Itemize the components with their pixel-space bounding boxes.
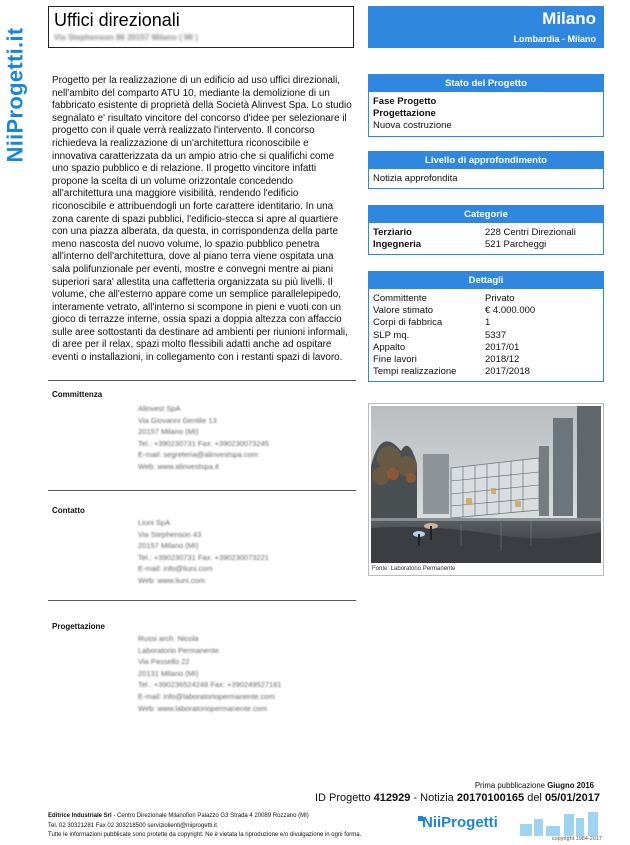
- contact-line: 20157 Milano (MI): [138, 541, 199, 551]
- dettaglio-value: 5337: [485, 329, 507, 341]
- footer-brand-text: NiiProgetti: [422, 814, 498, 831]
- notizia-date: 05/01/2017: [544, 792, 600, 804]
- fase-value: Progettazione: [373, 108, 436, 120]
- categoria-key: Terziario: [373, 227, 412, 238]
- stato-body: [369, 92, 603, 136]
- dettaglio-row: [373, 317, 599, 329]
- dettagli-header: Dettagli: [369, 272, 603, 289]
- section-divider: [48, 600, 356, 601]
- dettaglio-row: [373, 366, 599, 378]
- title-box: [48, 6, 354, 48]
- dettaglio-row: [373, 293, 599, 305]
- id-label: ID Progetto: [314, 792, 374, 804]
- contact-line: Alinvest SpA: [138, 404, 181, 413]
- city-name: Milano: [542, 9, 596, 28]
- contact-line: Web: www.liuni.com: [138, 575, 205, 585]
- dettaglio-key: Fine lavori: [373, 354, 417, 366]
- brand-vertical-text: NiiProgetti.it: [2, 27, 28, 163]
- dettaglio-row: [373, 342, 599, 354]
- dettaglio-value: 2018/12: [485, 354, 520, 366]
- contact-line: 20157 Milano (MI): [138, 427, 199, 437]
- dettaglio-value: Privato: [485, 293, 515, 304]
- contact-line: Tel.: +390230731 Fax: +390230073221: [138, 552, 269, 562]
- section-divider: [48, 380, 356, 381]
- contact-line: Via Giovanni Gentile 13: [138, 415, 217, 425]
- contact-line: E-mail: info@liuni.com: [138, 564, 213, 574]
- contact-line: E-mail: info@laboratoriopermanente.com: [138, 691, 275, 701]
- section-divider: [48, 490, 356, 491]
- dettaglio-value: 2017/2018: [485, 366, 530, 378]
- dettagli-panel: [368, 271, 604, 382]
- categoria-value: 228 Centri Direzionali: [485, 227, 576, 238]
- dettaglio-key: Corpi di fabbrica: [373, 317, 443, 329]
- categoria-key: Ingegneria: [373, 239, 422, 251]
- committenza-contact: [138, 403, 269, 473]
- footer-contacts: Tel. 02 30321281 Fax 02 303218500 serviziolienti@niiprogetti.it: [48, 822, 217, 829]
- notizia-number: 20170100165: [456, 792, 525, 804]
- categorie-panel: [368, 205, 604, 255]
- contact-line: Web: www.laboratoriopermanente.com: [138, 703, 268, 713]
- dettaglio-value: 1: [485, 317, 491, 329]
- footer-brand-logo: [416, 810, 602, 836]
- footer-company: Editrice Industriale Srl: [48, 813, 112, 819]
- contact-line: Tel.: +390230731 Fax: +390230073245: [138, 438, 269, 448]
- categoria-value: 521 Parcheggi: [485, 239, 547, 251]
- fase-label: Fase Progetto: [373, 96, 437, 107]
- rendering-illustration: [371, 406, 601, 563]
- dettaglio-value: € 4.000.000: [485, 305, 536, 317]
- project-address: Via Stephenson 86 20157 Milano ( MI ): [54, 33, 198, 42]
- project-id-line: [315, 792, 600, 804]
- dettaglio-key: Tempi realizzazione: [373, 366, 457, 378]
- project-description: Progetto per la realizzazione di un edificio ad uso uffici direzionali, nell'ambito del comparto ATU 10, mediante la demolizione di un fabbricato esistente di proprietà della Società Alinvest Spa. Lo studio segnalato e' risultato vincitore del concorso d'idee per selezionare il progetto con il quale verrà realizzato l'intervento. Il concorso richiedeva la realizzazione di un'architettura riconoscibile e innovativa caratterizzata da un ampio atrio che si qualifichi come uno spazio pubblico e di relazione. Il progetto vincitore infatti propone la scelta di un volume orizzontale concedendo all'architettura una maggiore visibilità, rendendo l'edificio riconoscibile e attribuendogli un forte carattere identitario. In una zona carente di spazi pubblici, l'edificio-stecca si apre al quartiere con una piazza alberata, da questa, in corrispondenza della parte meno nascosta del nuovo volume, lo spazio pubblico penetra all'interno dell'architettura, dove al piano terra viene ospitata una sala polifunzionale per eventi, mostre e convegni mentre ai piani superiori sara' allestita una caffetteria organizzata su più livelli. Il volume, che all'esterno appare come un semplice parallelepipedo, interamente vetrato, all'interno si scompone in pieni e vuoti con un gioco di terrazze interne, ossia spazi a doppia altezza con affaccio sulle aree sottostanti da destinare ad ambienti per riunioni informali, di aree per il relax, spazi molto flessibili adatti anche ad ospitare eventi o installazioni, in collegamento con i restanti spazi di lavoro.: [52, 75, 352, 364]
- photo-caption: Fonte: Laboratorio Permanente: [372, 566, 456, 572]
- committenza-label: Committenza: [52, 390, 103, 399]
- del-label: del: [524, 792, 545, 804]
- brand-vertical-logo: [2, 5, 28, 185]
- dettaglio-key: Committente: [373, 293, 427, 304]
- livello-panel: [368, 151, 604, 189]
- first-publication: [475, 781, 594, 790]
- footer-info: [48, 812, 361, 841]
- progettazione-contact: [138, 633, 281, 714]
- categoria-row: [373, 239, 599, 251]
- dettaglio-key: Appalto: [373, 341, 406, 353]
- contact-line: Laboratorio Permanente: [138, 645, 219, 655]
- first-pub-date: Giugno 2016: [547, 781, 594, 790]
- contact-line: Web: www.alinvestspa.it: [138, 461, 219, 471]
- project-id: 412929: [373, 792, 411, 804]
- dettaglio-row: [373, 305, 599, 317]
- dettagli-body: [369, 289, 603, 381]
- livello-header: Livello di approfondimento: [369, 152, 603, 169]
- contact-line: Liuni SpA: [138, 518, 171, 527]
- dettaglio-row: [373, 330, 599, 342]
- region-name: Lombardia - Milano: [513, 34, 596, 44]
- contact-line: E-mail: segreteria@alinvestspa.com: [138, 450, 259, 460]
- dettaglio-key: SLP mq.: [373, 329, 410, 341]
- dettaglio-row: [373, 354, 599, 366]
- contact-line: Via Stephenson 43: [138, 529, 202, 539]
- first-pub-prefix: Prima pubblicazione: [474, 781, 548, 790]
- project-rendering-image: [368, 403, 604, 576]
- copyright: copyright 1984-2017: [551, 836, 602, 842]
- contact-line: Tel.: +390236524248 Fax: +390249527181: [138, 680, 282, 690]
- livello-value: Notizia approfondita: [373, 173, 458, 184]
- livello-body: [369, 169, 603, 188]
- categorie-header: Categorie: [369, 206, 603, 223]
- categorie-body: [369, 223, 603, 254]
- dettaglio-value: 2017/01: [485, 341, 520, 353]
- notizia-label: - Notizia: [410, 792, 457, 804]
- stato-note: Nuova costruzione: [373, 120, 452, 132]
- contatto-contact: [138, 517, 269, 587]
- footer-disclaimer: Tutte le informazioni pubblicate sono protette da copyright. Ne è vietata la riproduzione e/o divulgazione in ogni forma.: [48, 832, 362, 838]
- stato-panel: [368, 74, 604, 137]
- dettaglio-key: Valore stimato: [373, 305, 434, 317]
- page-title: Uffici direzionali: [54, 10, 180, 30]
- city-box: [368, 6, 604, 48]
- contact-line: Russi arch. Nicola: [138, 634, 199, 643]
- stato-header: Stato del Progetto: [369, 75, 603, 92]
- contatto-label: Contatto: [52, 506, 85, 515]
- progettazione-label: Progettazione: [52, 622, 105, 631]
- footer-address-line: [48, 812, 361, 822]
- contact-line: Via Passello 22: [138, 657, 190, 667]
- contact-line: 20131 Milano (MI): [138, 668, 199, 678]
- categoria-row: [373, 227, 599, 239]
- footer-address: - Centro Direzionale Milanofiori Palazzo G3 Strada 4 20089 Rozzano (MI): [111, 813, 309, 819]
